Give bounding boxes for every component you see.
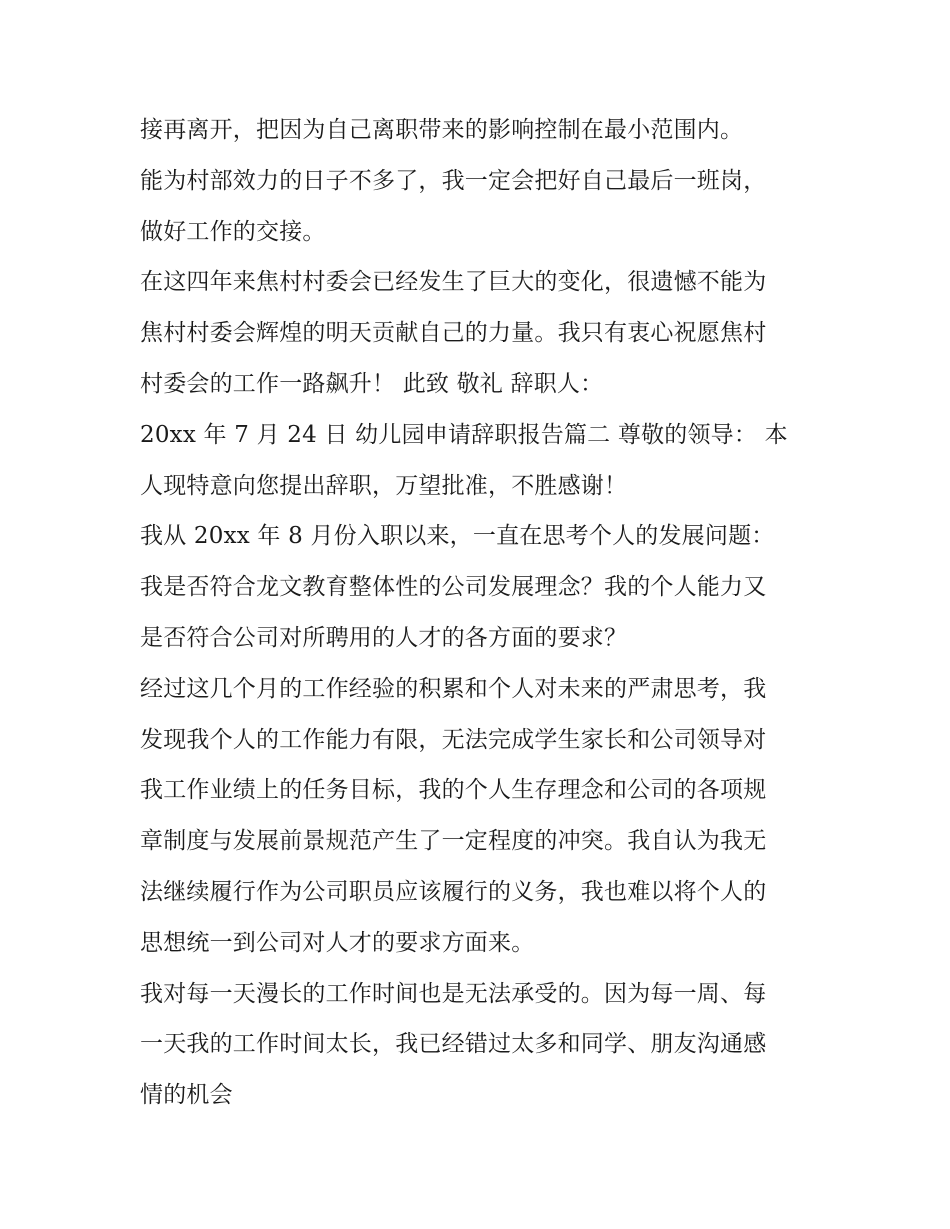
text-line: 法继续履行作为公司职员应该履行的义务，我也难以将个人的: [140, 878, 767, 905]
text-line: 一天我的工作时间太长，我已经错过太多和同学、朋友沟通感: [140, 1031, 767, 1058]
text-line: 能为村部效力的日子不多了，我一定会把好自己最后一班岗，: [140, 167, 767, 194]
text-line: 接再离开，把因为自己离职带来的影响控制在最小范围内。: [140, 117, 744, 143]
text-line: 我从 20xx 年 8 月份入职以来，一直在思考个人的发展问题：: [140, 523, 775, 550]
text-line: 人现特意向您提出辞职，万望批准，不胜感谢！: [140, 472, 628, 499]
text-line: 思想统一到公司对人才的要求方面来。: [140, 929, 535, 956]
text-line: 20xx 年 7 月 24 日 幼儿园申请辞职报告篇二 尊敬的领导： 本: [140, 421, 788, 448]
text-line: 发现我个人的工作能力有限，无法完成学生家长和公司领导对: [140, 726, 767, 753]
text-line: 做好工作的交接。: [140, 218, 326, 245]
text-line: 章制度与发展前景规范产生了一定程度的冲突。我自认为我无: [140, 828, 767, 855]
text-line: 焦村村委会辉煌的明天贡献自己的力量。我只有衷心祝愿焦村: [140, 320, 767, 347]
document-body: [140, 105, 820, 1121]
text-line: 情的机会: [140, 1082, 233, 1109]
text-line: 我工作业绩上的任务目标，我的个人生存理念和公司的各项规: [140, 777, 767, 804]
text-line: 在这四年来焦村村委会已经发生了巨大的变化，很遗憾不能为: [140, 269, 767, 296]
text-line: 我对每一天漫长的工作时间也是无法承受的。因为每一周、每: [140, 980, 767, 1007]
text-line: 是否符合公司对所聘用的人才的各方面的要求？: [140, 624, 628, 651]
text-line: 村委会的工作一路飙升！ 此致 敬礼 辞职人：: [140, 370, 604, 397]
text-line: 我是否符合龙文教育整体性的公司发展理念？我的个人能力又: [140, 574, 767, 601]
text-line: 经过这几个月的工作经验的积累和个人对未来的严肃思考，我: [140, 675, 767, 702]
